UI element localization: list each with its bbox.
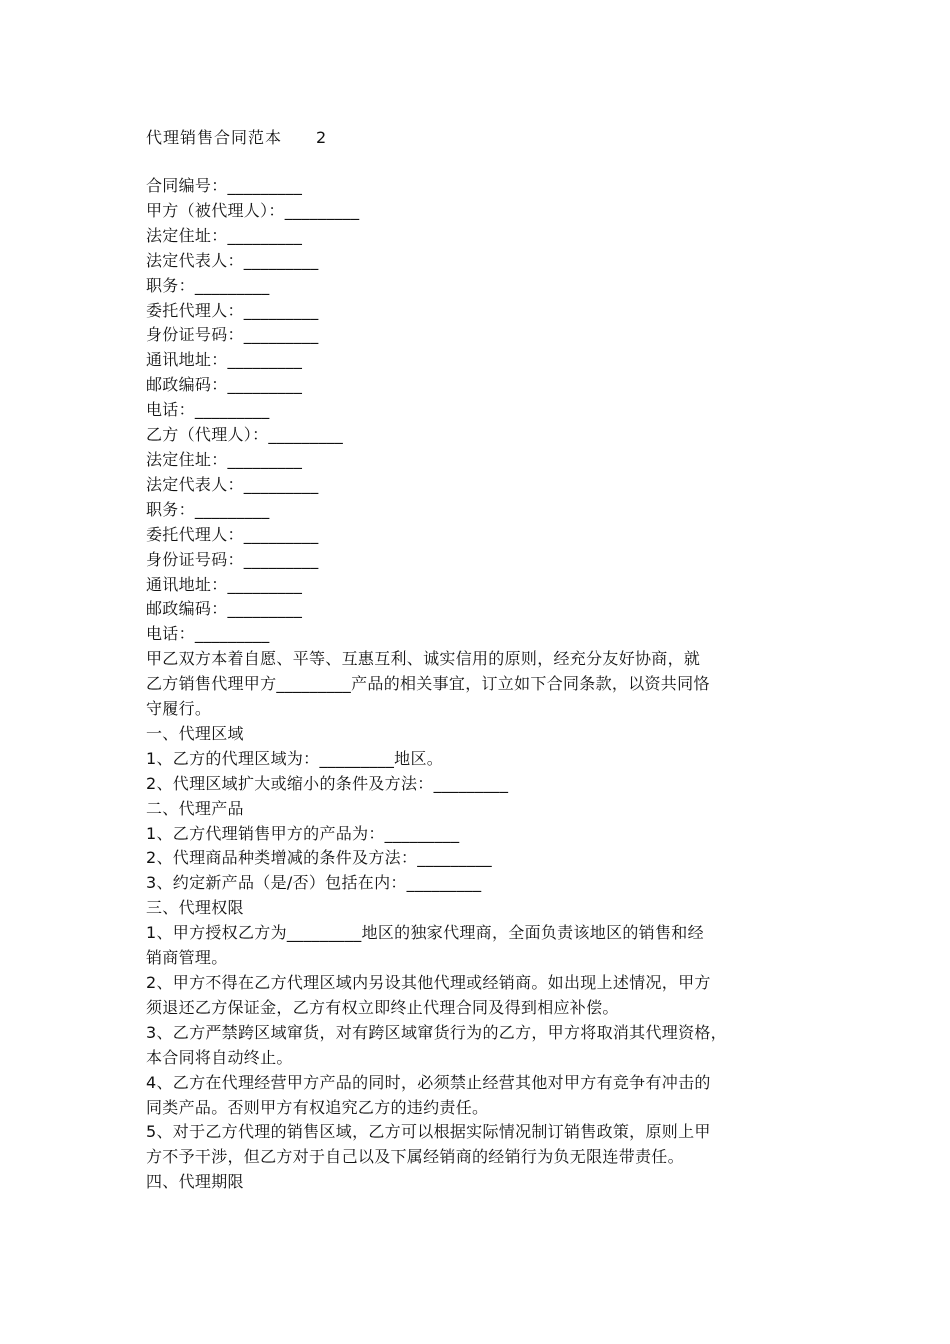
document-line: 乙方销售代理甲方_________产品的相关事宜，订立如下合同条款，以资共同恪: [146, 674, 710, 694]
document-line: 邮政编码：_________: [146, 599, 303, 619]
document-line: 合同编号：_________: [146, 176, 303, 195]
document-line: 本合同将自动终止。: [146, 1047, 293, 1067]
document-line: 2、代理区域扩大或缩小的条件及方法：_________: [146, 773, 509, 793]
document-line: 身份证号码：_________: [146, 325, 319, 345]
document-line: 3、约定新产品（是/否）包括在内：_________: [146, 873, 482, 893]
document-line: 职务：_________: [146, 275, 270, 295]
document-line: 三、代理权限: [146, 898, 244, 918]
document-line: 乙方（代理人）：_________: [146, 425, 344, 445]
document-line: 4、乙方在代理经营甲方产品的同时，必须禁止经营其他对甲方有竞争有冲击的: [146, 1072, 711, 1092]
document-line: 通讯地址：_________: [146, 350, 303, 370]
document-line: 委托代理人：_________: [146, 300, 319, 320]
document-line: 3、乙方严禁跨区域窜货，对有跨区域窜货行为的乙方，甲方将取消其代理资格，: [146, 1022, 727, 1042]
document-line: 通讯地址：_________: [146, 574, 303, 594]
document-line: 1、乙方的代理区域为：_________地区。: [146, 748, 444, 768]
document-line: 甲方（被代理人）：_________: [146, 200, 360, 220]
document-line: 电话：_________: [146, 400, 270, 420]
document-line: 须退还乙方保证金，乙方有权立即终止代理合同及得到相应补偿。: [146, 997, 619, 1017]
document-line: 法定住址：_________: [146, 225, 303, 245]
document-line: 销商管理。: [146, 948, 228, 968]
document-line: 2、甲方不得在乙方代理区域内另设其他代理或经销商。如出现上述情况，甲方: [146, 973, 711, 992]
document-line: 二、代理产品: [146, 798, 244, 818]
document-line: 邮政编码：_________: [146, 375, 303, 395]
document-line: 同类产品。否则甲方有权追究乙方的违约责任。: [146, 1097, 489, 1117]
document-line: 守履行。: [146, 699, 212, 719]
document-line: 四、代理期限: [146, 1172, 244, 1192]
document-line: 身份证号码：_________: [146, 549, 319, 569]
document-line: 方不予干涉，但乙方对于自己以及下属经销商的经销行为负无限连带责任。: [146, 1147, 684, 1167]
document-line: 法定住址：_________: [146, 449, 303, 469]
document-line: 一、代理区域: [146, 723, 244, 743]
document-line: 电话：_________: [146, 624, 270, 644]
document-body: [146, 174, 808, 1195]
document-line: 2、代理商品种类增减的条件及方法：_________: [146, 848, 492, 868]
document-line: 职务：_________: [146, 499, 270, 519]
document-line: 委托代理人：_________: [146, 524, 319, 544]
document-line: 法定代表人：_________: [146, 250, 319, 270]
document-title: 代理销售合同范本 2: [146, 128, 328, 147]
document-line: 5、对于乙方代理的销售区域，乙方可以根据实际情况制订销售政策，原则上甲: [146, 1122, 711, 1142]
document-line: 甲乙双方本着自愿、平等、互惠互利、诚实信用的原则，经充分友好协商，就: [146, 649, 701, 669]
document-line: 1、甲方授权乙方为_________地区的独家代理商，全面负责该地区的销售和经: [146, 923, 704, 943]
document-line: 1、乙方代理销售甲方的产品为：_________: [146, 823, 460, 843]
document-line: 法定代表人：_________: [146, 474, 319, 494]
